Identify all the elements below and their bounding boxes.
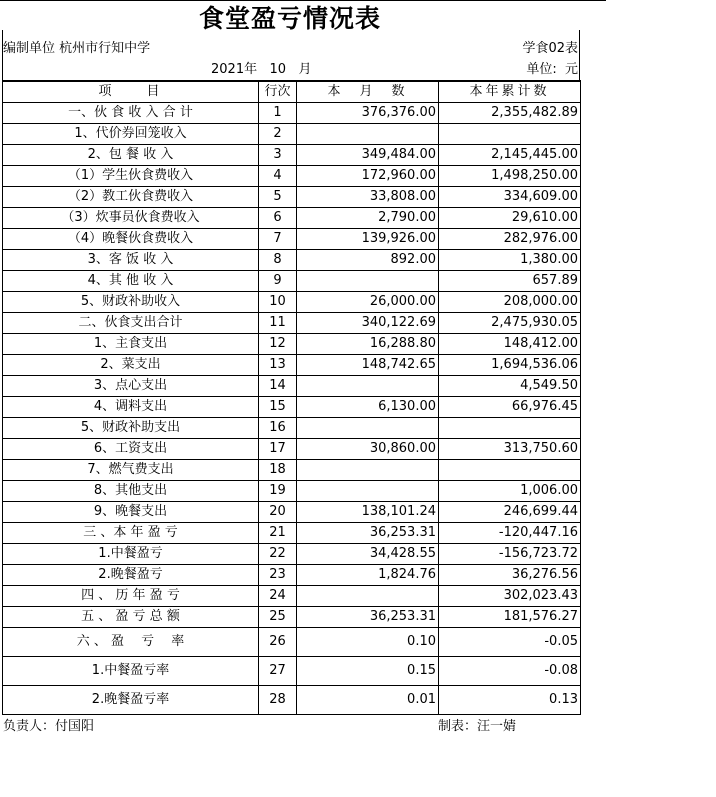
row-item-cell: 四 、 历 年 盈 亏 [3, 586, 259, 607]
table-row [3, 187, 581, 208]
row-month-cell: 2,790.00 [297, 208, 439, 229]
row-line-no-cell: 23 [259, 565, 297, 586]
row-month-cell: 340,122.69 [297, 313, 439, 334]
row-year-cell: 1,498,250.00 [439, 166, 581, 187]
row-month-cell [297, 271, 439, 292]
row-line-no-cell: 1 [259, 103, 297, 124]
table-row [3, 229, 581, 250]
row-item-cell: 五 、 盈 亏 总 额 [3, 607, 259, 628]
row-line-no-cell: 26 [259, 628, 297, 657]
row-item-cell: 二、伙食支出合计 [3, 313, 259, 334]
manager [3, 718, 94, 736]
table-row [3, 145, 581, 166]
row-line-no-cell: 14 [259, 376, 297, 397]
report-year: 2021年 [211, 62, 258, 77]
table-header-row [3, 81, 581, 103]
row-month-cell: 26,000.00 [297, 292, 439, 313]
header-month: 本 月 数 [297, 81, 439, 103]
profit-loss-table [2, 80, 581, 715]
row-year-cell [439, 460, 581, 481]
row-year-cell: 29,610.00 [439, 208, 581, 229]
row-month-cell: 16,288.80 [297, 334, 439, 355]
row-line-no-cell: 24 [259, 586, 297, 607]
row-item-cell: 2.晚餐盈亏 [3, 565, 259, 586]
table-row [3, 334, 581, 355]
header-year: 本年累计数 [439, 81, 581, 103]
row-month-cell [297, 481, 439, 502]
row-line-no-cell: 9 [259, 271, 297, 292]
currency-label: 单位: [526, 62, 557, 77]
row-year-cell: 1,380.00 [439, 250, 581, 271]
row-month-cell: 0.15 [297, 657, 439, 686]
row-line-no-cell: 15 [259, 397, 297, 418]
table-body [3, 103, 581, 715]
row-month-cell [297, 376, 439, 397]
row-year-cell: 246,699.44 [439, 502, 581, 523]
row-item-cell: 三 、本 年 盈 亏 [3, 523, 259, 544]
page-title: 食堂盈亏情况表 [198, 4, 381, 33]
row-item-cell: 1.中餐盈亏 [3, 544, 259, 565]
row-line-no-cell: 21 [259, 523, 297, 544]
row-item-cell: （1）学生伙食费收入 [3, 166, 259, 187]
manager-name: 付国阳 [55, 719, 95, 734]
row-month-cell: 1,824.76 [297, 565, 439, 586]
report-month-value: 10 [269, 62, 287, 77]
row-line-no-cell: 20 [259, 502, 297, 523]
table-row [3, 686, 581, 715]
table-row [3, 208, 581, 229]
row-item-cell: 六 、 盈 亏 率 [3, 628, 259, 657]
table-row [3, 586, 581, 607]
table-row [3, 124, 581, 145]
table-row [3, 271, 581, 292]
row-item-cell: 2、菜支出 [3, 355, 259, 376]
manager-label: 负责人： [3, 719, 56, 734]
row-month-cell: 376,376.00 [297, 103, 439, 124]
row-line-no-cell: 5 [259, 187, 297, 208]
row-item-cell: 5、财政补助收入 [3, 292, 259, 313]
row-line-no-cell: 12 [259, 334, 297, 355]
right-border [579, 30, 580, 80]
table-row [3, 250, 581, 271]
row-year-cell [439, 124, 581, 145]
row-year-cell: 282,976.00 [439, 229, 581, 250]
row-month-cell: 33,808.00 [297, 187, 439, 208]
row-month-cell: 34,428.55 [297, 544, 439, 565]
row-line-no-cell: 19 [259, 481, 297, 502]
row-item-cell: 7、燃气费支出 [3, 460, 259, 481]
row-year-cell: -0.05 [439, 628, 581, 657]
row-year-cell: 1,006.00 [439, 481, 581, 502]
table-row [3, 523, 581, 544]
row-year-cell: 208,000.00 [439, 292, 581, 313]
preparer-name: 汪一婧 [477, 719, 517, 734]
row-item-cell: 一、伙 食 收 入 合 计 [3, 103, 259, 124]
table-row [3, 103, 581, 124]
row-year-cell: 334,609.00 [439, 187, 581, 208]
table-row [3, 481, 581, 502]
row-year-cell [439, 418, 581, 439]
row-year-cell: -120,447.16 [439, 523, 581, 544]
row-year-cell: 2,355,482.89 [439, 103, 581, 124]
table-row [3, 607, 581, 628]
row-line-no-cell: 6 [259, 208, 297, 229]
row-line-no-cell: 7 [259, 229, 297, 250]
row-item-cell: 5、财政补助支出 [3, 418, 259, 439]
header-item: 项 目 [3, 81, 259, 103]
table-row [3, 313, 581, 334]
row-month-cell: 30,860.00 [297, 439, 439, 460]
row-line-no-cell: 13 [259, 355, 297, 376]
row-year-cell: 1,694,536.06 [439, 355, 581, 376]
table-row [3, 657, 581, 686]
currency-value: 元 [564, 62, 578, 77]
row-month-cell [297, 124, 439, 145]
row-month-cell: 349,484.00 [297, 145, 439, 166]
row-month-cell [297, 586, 439, 607]
table-row [3, 544, 581, 565]
row-year-cell: 4,549.50 [439, 376, 581, 397]
table-row [3, 502, 581, 523]
table-row [3, 628, 581, 657]
row-line-no-cell: 17 [259, 439, 297, 460]
row-item-cell: 8、其他支出 [3, 481, 259, 502]
row-line-no-cell: 27 [259, 657, 297, 686]
row-year-cell: -156,723.72 [439, 544, 581, 565]
row-month-cell: 6,130.00 [297, 397, 439, 418]
row-line-no-cell: 2 [259, 124, 297, 145]
row-year-cell: 657.89 [439, 271, 581, 292]
table-row [3, 460, 581, 481]
currency-unit [526, 61, 578, 79]
header-line-no: 行次 [259, 81, 297, 103]
row-item-cell: 3、客 饭 收 入 [3, 250, 259, 271]
row-month-cell: 172,960.00 [297, 166, 439, 187]
row-year-cell: 0.13 [439, 686, 581, 715]
row-item-cell: 9、晚餐支出 [3, 502, 259, 523]
row-item-cell: （4）晚餐伙食费收入 [3, 229, 259, 250]
row-item-cell: 1.中餐盈亏率 [3, 657, 259, 686]
preparer [438, 718, 516, 736]
row-month-cell: 0.10 [297, 628, 439, 657]
table-row [3, 418, 581, 439]
table-row [3, 439, 581, 460]
row-month-cell: 138,101.24 [297, 502, 439, 523]
row-year-cell: 181,576.27 [439, 607, 581, 628]
row-line-no-cell: 3 [259, 145, 297, 166]
row-month-cell: 148,742.65 [297, 355, 439, 376]
row-item-cell: （3）炊事员伙食费收入 [3, 208, 259, 229]
row-line-no-cell: 8 [259, 250, 297, 271]
row-item-cell: 1、代价券回笼收入 [3, 124, 259, 145]
row-year-cell: 302,023.43 [439, 586, 581, 607]
row-year-cell: 36,276.56 [439, 565, 581, 586]
row-line-no-cell: 10 [259, 292, 297, 313]
row-line-no-cell: 16 [259, 418, 297, 439]
row-line-no-cell: 4 [259, 166, 297, 187]
table-row [3, 292, 581, 313]
row-item-cell: 4、其 他 收 入 [3, 271, 259, 292]
row-line-no-cell: 25 [259, 607, 297, 628]
row-item-cell: （2）教工伙食费收入 [3, 187, 259, 208]
form-number: 学食02表 [522, 41, 578, 56]
row-item-cell: 3、点心支出 [3, 376, 259, 397]
top-border [0, 0, 606, 1]
report-period [211, 61, 311, 79]
table-row [3, 355, 581, 376]
row-year-cell: 66,976.45 [439, 397, 581, 418]
row-month-cell [297, 418, 439, 439]
row-item-cell: 1、主食支出 [3, 334, 259, 355]
row-year-cell: 2,145,445.00 [439, 145, 581, 166]
row-item-cell: 2、包 餐 收 入 [3, 145, 259, 166]
row-month-cell: 36,253.31 [297, 523, 439, 544]
preparer-label: 制表： [438, 719, 478, 734]
table-row [3, 166, 581, 187]
row-month-cell: 36,253.31 [297, 607, 439, 628]
compiling-unit-name: 杭州市行知中学 [59, 41, 151, 56]
row-item-cell: 6、工资支出 [3, 439, 259, 460]
compiling-unit-label: 编制单位 [3, 41, 56, 56]
row-month-cell: 0.01 [297, 686, 439, 715]
row-item-cell: 4、调料支出 [3, 397, 259, 418]
row-year-cell: 313,750.60 [439, 439, 581, 460]
row-line-no-cell: 22 [259, 544, 297, 565]
compiling-unit [3, 40, 150, 58]
row-month-cell: 139,926.00 [297, 229, 439, 250]
row-line-no-cell: 11 [259, 313, 297, 334]
row-line-no-cell: 28 [259, 686, 297, 715]
table-row [3, 397, 581, 418]
report-month-suffix: 月 [298, 62, 312, 77]
row-year-cell: 148,412.00 [439, 334, 581, 355]
table-row [3, 376, 581, 397]
row-item-cell: 2.晚餐盈亏率 [3, 686, 259, 715]
row-line-no-cell: 18 [259, 460, 297, 481]
table-row [3, 565, 581, 586]
row-month-cell [297, 460, 439, 481]
row-month-cell: 892.00 [297, 250, 439, 271]
row-year-cell: 2,475,930.05 [439, 313, 581, 334]
row-year-cell: -0.08 [439, 657, 581, 686]
